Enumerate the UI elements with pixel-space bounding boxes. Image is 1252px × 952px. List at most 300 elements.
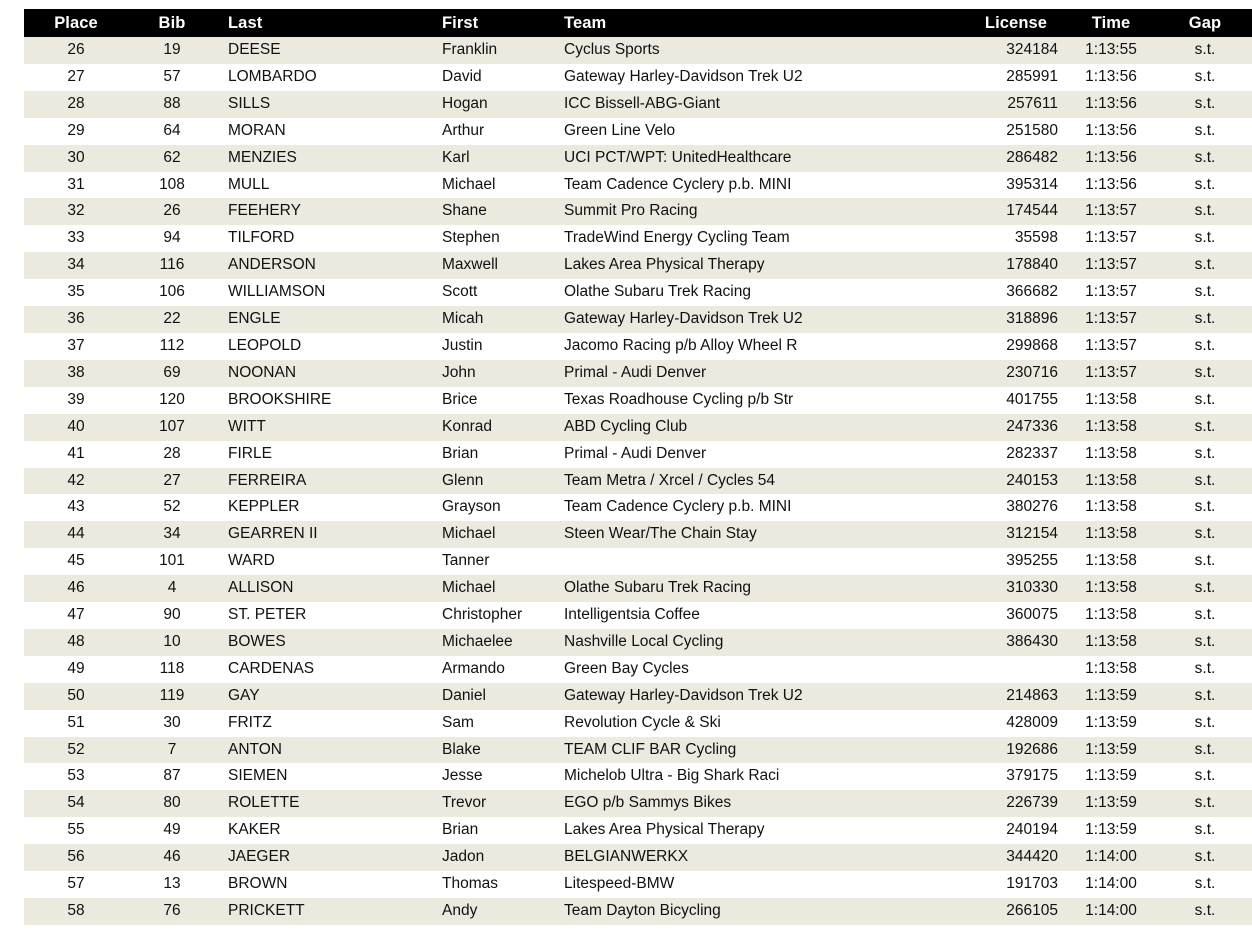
cell-bib: 49 xyxy=(163,821,181,839)
cell-bib: 64 xyxy=(163,121,181,139)
cell-time: 1:13:59 xyxy=(1085,740,1137,758)
table-row[interactable] xyxy=(24,225,1252,252)
cell-bib: 88 xyxy=(163,94,181,112)
cell-team: Team Dayton Bicycling xyxy=(564,902,721,919)
cell-place: 54 xyxy=(67,794,85,812)
cell-first: Daniel xyxy=(442,686,486,704)
cell-team: ICC Bissell-ABG-Giant xyxy=(564,94,720,112)
cell-first: Sam xyxy=(442,713,474,731)
cell-license: 344420 xyxy=(1006,848,1058,866)
cell-first: Thomas xyxy=(442,875,498,893)
cell-gap: s.t. xyxy=(1194,175,1216,193)
cell-gap: s.t. xyxy=(1194,552,1216,570)
cell-license: 312154 xyxy=(1006,525,1058,543)
cell-place: 38 xyxy=(67,363,85,381)
cell-first: Glenn xyxy=(442,471,484,489)
cell-license: 386430 xyxy=(1006,632,1058,650)
cell-bib: 30 xyxy=(163,713,181,731)
cell-team: Jacomo Racing p/b Alloy Wheel R xyxy=(564,336,798,354)
cell-first: Micah xyxy=(442,310,484,328)
column-header-last[interactable]: Last xyxy=(228,14,263,32)
cell-license: 191703 xyxy=(1006,875,1058,893)
table-row[interactable] xyxy=(24,37,1252,64)
cell-last: DEESE xyxy=(228,41,281,58)
cell-place: 37 xyxy=(67,336,85,354)
cell-team: Intelligentsia Coffee xyxy=(564,606,700,624)
cell-bib: 120 xyxy=(159,390,185,408)
cell-bib: 118 xyxy=(159,659,185,677)
cell-license: 174544 xyxy=(1006,202,1058,220)
cell-first: Shane xyxy=(442,202,487,220)
cell-time: 1:13:59 xyxy=(1085,794,1137,812)
cell-bib: 94 xyxy=(163,229,181,247)
cell-license: 240153 xyxy=(1006,471,1058,489)
table-row[interactable] xyxy=(24,387,1252,414)
table-row[interactable] xyxy=(24,494,1252,521)
column-header-team[interactable]: Team xyxy=(564,14,607,32)
cell-first: Konrad xyxy=(442,417,492,435)
cell-bib: 27 xyxy=(163,471,181,489)
cell-gap: s.t. xyxy=(1194,848,1216,866)
cell-license: 214863 xyxy=(1006,686,1058,704)
cell-bib: 28 xyxy=(163,444,181,462)
cell-license: 428009 xyxy=(1006,713,1058,731)
table-row[interactable] xyxy=(24,790,1252,817)
cell-time: 1:13:56 xyxy=(1085,67,1137,85)
cell-place: 40 xyxy=(67,417,85,435)
cell-team: Revolution Cycle & Ski xyxy=(564,713,721,731)
cell-time: 1:13:58 xyxy=(1085,444,1137,462)
cell-place: 35 xyxy=(67,283,85,301)
cell-place: 33 xyxy=(67,229,85,247)
table-row[interactable] xyxy=(24,360,1252,387)
table-row[interactable] xyxy=(24,548,1252,575)
cell-bib: 4 xyxy=(167,579,177,597)
table-row[interactable] xyxy=(24,468,1252,495)
cell-team: Michelob Ultra - Big Shark Raci xyxy=(564,767,780,785)
cell-place: 45 xyxy=(67,552,85,570)
cell-last: NOONAN xyxy=(228,363,297,381)
cell-team: Lakes Area Physical Therapy xyxy=(564,256,765,274)
cell-place: 41 xyxy=(67,444,85,462)
cell-place: 57 xyxy=(67,875,85,893)
cell-bib: 90 xyxy=(163,606,181,624)
cell-bib: 87 xyxy=(163,767,181,785)
cell-time: 1:13:57 xyxy=(1085,310,1137,328)
cell-last: SIEMEN xyxy=(228,767,288,785)
cell-last: SILLS xyxy=(228,94,271,112)
cell-last: MORAN xyxy=(228,121,286,139)
cell-time: 1:13:59 xyxy=(1085,767,1137,785)
table-header xyxy=(24,9,1252,37)
cell-license: 286482 xyxy=(1006,148,1058,166)
table-row[interactable] xyxy=(24,521,1252,548)
cell-gap: s.t. xyxy=(1194,229,1216,247)
cell-gap: s.t. xyxy=(1194,444,1216,462)
cell-place: 56 xyxy=(67,848,85,866)
cell-gap: s.t. xyxy=(1194,67,1216,85)
cell-first: Michael xyxy=(442,525,496,543)
cell-license: 360075 xyxy=(1006,606,1058,624)
table-row[interactable] xyxy=(24,252,1252,279)
cell-team: Gateway Harley-Davidson Trek U2 xyxy=(564,67,803,85)
cell-last: WITT xyxy=(228,417,266,435)
cell-license: 226739 xyxy=(1006,794,1058,812)
cell-first: Arthur xyxy=(442,121,485,139)
cell-last: GEARREN II xyxy=(228,525,318,543)
cell-gap: s.t. xyxy=(1194,310,1216,328)
cell-last: TILFORD xyxy=(228,229,295,247)
cell-last: ANTON xyxy=(228,740,282,758)
cell-gap: s.t. xyxy=(1194,41,1216,58)
column-header-gap[interactable]: Gap xyxy=(1188,14,1222,32)
cell-place: 48 xyxy=(67,632,85,650)
cell-last: FERREIRA xyxy=(228,471,307,489)
cell-bib: 106 xyxy=(159,283,185,301)
cell-license: 366682 xyxy=(1006,283,1058,301)
table-row[interactable] xyxy=(24,871,1252,898)
cell-place: 50 xyxy=(67,686,85,704)
cell-gap: s.t. xyxy=(1194,336,1216,354)
cell-place: 58 xyxy=(67,902,85,919)
cell-license: 401755 xyxy=(1006,390,1058,408)
cell-gap: s.t. xyxy=(1194,686,1216,704)
cell-gap: s.t. xyxy=(1194,525,1216,543)
cell-license: 380276 xyxy=(1006,498,1058,516)
cell-team: TEAM CLIF BAR Cycling xyxy=(564,740,737,758)
cell-last: KAKER xyxy=(228,821,281,839)
cell-place: 46 xyxy=(67,579,85,597)
cell-last: ENGLE xyxy=(228,310,281,328)
cell-place: 30 xyxy=(67,148,85,166)
cell-time: 1:13:57 xyxy=(1085,229,1137,247)
cell-time: 1:13:55 xyxy=(1085,41,1137,58)
cell-last: GAY xyxy=(228,686,260,704)
cell-license: 318896 xyxy=(1006,310,1058,328)
cell-team: Summit Pro Racing xyxy=(564,202,698,220)
cell-place: 42 xyxy=(67,471,85,489)
cell-team: ABD Cycling Club xyxy=(564,417,688,435)
cell-team: Primal - Audi Denver xyxy=(564,444,707,462)
cell-team: Nashville Local Cycling xyxy=(564,632,724,650)
table-row[interactable] xyxy=(24,629,1252,656)
cell-last: JAEGER xyxy=(228,848,291,866)
cell-last: MULL xyxy=(228,175,270,193)
cell-time: 1:14:00 xyxy=(1085,875,1137,893)
table-body xyxy=(24,37,1252,925)
cell-time: 1:13:58 xyxy=(1085,552,1137,570)
cell-license: 324184 xyxy=(1006,41,1058,58)
cell-team: BELGIANWERKX xyxy=(564,848,689,866)
column-header-bib[interactable]: Bib xyxy=(158,14,186,32)
cell-place: 31 xyxy=(67,175,85,193)
cell-first: Tanner xyxy=(442,552,490,570)
table-row[interactable] xyxy=(24,172,1252,199)
cell-last: BOWES xyxy=(228,632,286,650)
cell-bib: 22 xyxy=(163,310,181,328)
cell-bib: 80 xyxy=(163,794,181,812)
cell-first: Franklin xyxy=(442,41,498,58)
table-row[interactable] xyxy=(24,817,1252,844)
cell-team: Team Cadence Cyclery p.b. MINI xyxy=(564,498,792,516)
cell-license: 395255 xyxy=(1006,552,1058,570)
cell-license: 230716 xyxy=(1006,363,1058,381)
cell-gap: s.t. xyxy=(1194,794,1216,812)
cell-first: Maxwell xyxy=(442,256,498,274)
cell-last: ROLETTE xyxy=(228,794,300,812)
cell-bib: 101 xyxy=(159,552,185,570)
cell-bib: 34 xyxy=(163,525,181,543)
cell-bib: 26 xyxy=(163,202,181,220)
cell-gap: s.t. xyxy=(1194,740,1216,758)
cell-team: Steen Wear/The Chain Stay xyxy=(564,525,757,543)
cell-team: Team Cadence Cyclery p.b. MINI xyxy=(564,175,792,193)
table-row[interactable] xyxy=(24,844,1252,871)
race-results-table xyxy=(24,9,1252,925)
cell-last: CARDENAS xyxy=(228,659,315,677)
cell-gap: s.t. xyxy=(1194,606,1216,624)
cell-place: 47 xyxy=(67,606,85,624)
cell-first: David xyxy=(442,67,482,85)
cell-first: Jesse xyxy=(442,767,483,785)
cell-time: 1:13:57 xyxy=(1085,202,1137,220)
cell-time: 1:13:57 xyxy=(1085,363,1137,381)
cell-gap: s.t. xyxy=(1194,632,1216,650)
cell-gap: s.t. xyxy=(1194,363,1216,381)
cell-bib: 62 xyxy=(163,148,181,166)
cell-first: Jadon xyxy=(442,848,485,866)
cell-team xyxy=(558,548,968,575)
table-row[interactable] xyxy=(24,333,1252,360)
cell-place: 51 xyxy=(67,713,85,731)
table-row[interactable] xyxy=(24,683,1252,710)
cell-gap: s.t. xyxy=(1194,471,1216,489)
cell-last: KEPPLER xyxy=(228,498,300,516)
cell-place: 26 xyxy=(67,41,85,58)
cell-bib: 19 xyxy=(163,41,181,58)
cell-last: WILLIAMSON xyxy=(228,283,326,301)
cell-gap: s.t. xyxy=(1194,579,1216,597)
table-row[interactable] xyxy=(24,575,1252,602)
table-row[interactable] xyxy=(24,118,1252,145)
cell-bib: 10 xyxy=(163,632,181,650)
cell-team: EGO p/b Sammys Bikes xyxy=(564,794,732,812)
cell-time: 1:13:57 xyxy=(1085,256,1137,274)
cell-last: ALLISON xyxy=(228,579,294,597)
cell-gap: s.t. xyxy=(1194,283,1216,301)
cell-time: 1:13:58 xyxy=(1085,606,1137,624)
cell-license: 395314 xyxy=(1006,175,1058,193)
cell-gap: s.t. xyxy=(1194,821,1216,839)
cell-team: Texas Roadhouse Cycling p/b Str xyxy=(564,390,794,408)
table-row[interactable] xyxy=(24,198,1252,225)
cell-gap: s.t. xyxy=(1194,390,1216,408)
cell-time: 1:13:56 xyxy=(1085,121,1137,139)
cell-bib: 107 xyxy=(159,417,185,435)
cell-last: LOMBARDO xyxy=(228,67,317,85)
cell-license: 299868 xyxy=(1006,336,1058,354)
cell-first: Michaelee xyxy=(442,632,513,650)
cell-first: Karl xyxy=(442,148,470,166)
cell-place: 49 xyxy=(67,659,85,677)
cell-gap: s.t. xyxy=(1194,417,1216,435)
cell-place: 32 xyxy=(67,202,85,220)
cell-first: Armando xyxy=(442,659,505,677)
cell-team: Team Metra / Xrcel / Cycles 54 xyxy=(564,471,776,489)
cell-place: 34 xyxy=(67,256,85,274)
cell-time: 1:13:57 xyxy=(1085,283,1137,301)
cell-time: 1:14:00 xyxy=(1085,902,1137,919)
table-row[interactable] xyxy=(24,898,1252,925)
cell-last: FEEHERY xyxy=(228,202,301,220)
cell-team: Gateway Harley-Davidson Trek U2 xyxy=(564,686,803,704)
cell-last: FIRLE xyxy=(228,444,272,462)
cell-last: BROOKSHIRE xyxy=(228,390,332,408)
cell-team: Olathe Subaru Trek Racing xyxy=(564,579,751,597)
cell-time: 1:13:59 xyxy=(1085,713,1137,731)
cell-bib: 46 xyxy=(163,848,181,866)
cell-license: 240194 xyxy=(1006,821,1058,839)
cell-time: 1:13:56 xyxy=(1085,175,1137,193)
cell-time: 1:13:58 xyxy=(1085,579,1137,597)
cell-place: 36 xyxy=(67,310,85,328)
cell-team: Lakes Area Physical Therapy xyxy=(564,821,765,839)
cell-place: 29 xyxy=(67,121,85,139)
column-header-license[interactable]: License xyxy=(984,14,1048,32)
cell-time: 1:13:58 xyxy=(1085,525,1137,543)
cell-team: Gateway Harley-Davidson Trek U2 xyxy=(564,310,803,328)
cell-team: Green Bay Cycles xyxy=(564,659,689,677)
cell-license xyxy=(968,656,1064,683)
cell-place: 44 xyxy=(67,525,85,543)
cell-place: 39 xyxy=(67,390,85,408)
cell-first: Scott xyxy=(442,283,478,301)
cell-first: Grayson xyxy=(442,498,501,516)
cell-time: 1:13:58 xyxy=(1085,659,1137,677)
cell-bib: 119 xyxy=(159,686,185,704)
cell-gap: s.t. xyxy=(1194,202,1216,220)
cell-team: TradeWind Energy Cycling Team xyxy=(564,229,790,247)
cell-license: 257611 xyxy=(1007,94,1058,112)
cell-first: Trevor xyxy=(442,794,487,812)
cell-license: 282337 xyxy=(1006,444,1058,462)
cell-license: 251580 xyxy=(1006,121,1058,139)
cell-license: 266105 xyxy=(1006,902,1058,919)
cell-gap: s.t. xyxy=(1194,875,1216,893)
table-row[interactable] xyxy=(24,414,1252,441)
cell-license: 178840 xyxy=(1006,256,1058,274)
cell-time: 1:13:59 xyxy=(1085,686,1137,704)
cell-first: Michael xyxy=(442,175,496,193)
cell-team: Cyclus Sports xyxy=(564,41,660,58)
table-row[interactable] xyxy=(24,710,1252,737)
table-header-row xyxy=(24,9,1252,37)
cell-last: MENZIES xyxy=(228,148,297,166)
cell-bib: 76 xyxy=(163,902,181,919)
cell-place: 27 xyxy=(67,67,85,85)
cell-time: 1:13:56 xyxy=(1085,148,1137,166)
cell-gap: s.t. xyxy=(1194,148,1216,166)
table-row[interactable] xyxy=(24,602,1252,629)
cell-time: 1:14:00 xyxy=(1085,848,1137,866)
cell-first: Stephen xyxy=(442,229,500,247)
cell-gap: s.t. xyxy=(1194,94,1216,112)
cell-time: 1:13:57 xyxy=(1085,336,1137,354)
cell-license: 285991 xyxy=(1006,67,1058,85)
cell-team: Litespeed-BMW xyxy=(564,875,675,893)
cell-team: Green Line Velo xyxy=(564,121,676,139)
cell-time: 1:13:56 xyxy=(1085,94,1137,112)
table-row[interactable] xyxy=(24,656,1252,683)
cell-first: Blake xyxy=(442,740,481,758)
cell-bib: 69 xyxy=(163,363,181,381)
cell-last: LEOPOLD xyxy=(228,336,302,354)
cell-time: 1:13:58 xyxy=(1085,632,1137,650)
cell-first: Justin xyxy=(442,336,483,354)
cell-last: FRITZ xyxy=(228,713,272,731)
table-row[interactable] xyxy=(24,145,1252,172)
table-row[interactable] xyxy=(24,441,1252,468)
cell-bib: 13 xyxy=(163,875,181,893)
cell-first: Christopher xyxy=(442,606,523,624)
cell-first: Andy xyxy=(442,902,478,919)
cell-last: PRICKETT xyxy=(228,902,305,919)
cell-first: Brice xyxy=(442,390,478,408)
column-header-first[interactable]: First xyxy=(442,14,479,32)
cell-time: 1:13:59 xyxy=(1085,821,1137,839)
cell-first: Brian xyxy=(442,821,479,839)
column-header-place[interactable]: Place xyxy=(54,14,98,32)
cell-gap: s.t. xyxy=(1194,659,1216,677)
cell-gap: s.t. xyxy=(1194,121,1216,139)
cell-first: Michael xyxy=(442,579,496,597)
cell-gap: s.t. xyxy=(1194,902,1216,919)
cell-team: UCI PCT/WPT: UnitedHealthcare xyxy=(564,148,792,166)
cell-license: 379175 xyxy=(1006,767,1058,785)
table-row[interactable] xyxy=(24,279,1252,306)
cell-bib: 7 xyxy=(167,740,177,758)
table-row[interactable] xyxy=(24,737,1252,764)
cell-place: 53 xyxy=(67,767,85,785)
table-row[interactable] xyxy=(24,91,1252,118)
cell-license: 310330 xyxy=(1006,579,1058,597)
cell-bib: 112 xyxy=(159,336,185,354)
column-header-time[interactable]: Time xyxy=(1091,14,1131,32)
cell-bib: 116 xyxy=(159,256,185,274)
cell-time: 1:13:58 xyxy=(1085,390,1137,408)
cell-last: WARD xyxy=(228,552,275,570)
cell-place: 28 xyxy=(67,94,85,112)
cell-bib: 57 xyxy=(163,67,181,85)
table-row[interactable] xyxy=(24,763,1252,790)
cell-gap: s.t. xyxy=(1194,498,1216,516)
table-row[interactable] xyxy=(24,306,1252,333)
cell-bib: 108 xyxy=(159,175,185,193)
cell-gap: s.t. xyxy=(1194,767,1216,785)
cell-last: ST. PETER xyxy=(228,606,307,624)
cell-first: John xyxy=(442,363,476,381)
cell-team: Primal - Audi Denver xyxy=(564,363,707,381)
cell-place: 55 xyxy=(67,821,85,839)
cell-first: Brian xyxy=(442,444,479,462)
cell-team: Olathe Subaru Trek Racing xyxy=(564,283,751,301)
cell-gap: s.t. xyxy=(1194,713,1216,731)
cell-license: 192686 xyxy=(1006,740,1058,758)
table-row[interactable] xyxy=(24,64,1252,91)
cell-place: 43 xyxy=(67,498,85,516)
cell-time: 1:13:58 xyxy=(1085,471,1137,489)
cell-bib: 52 xyxy=(163,498,181,516)
